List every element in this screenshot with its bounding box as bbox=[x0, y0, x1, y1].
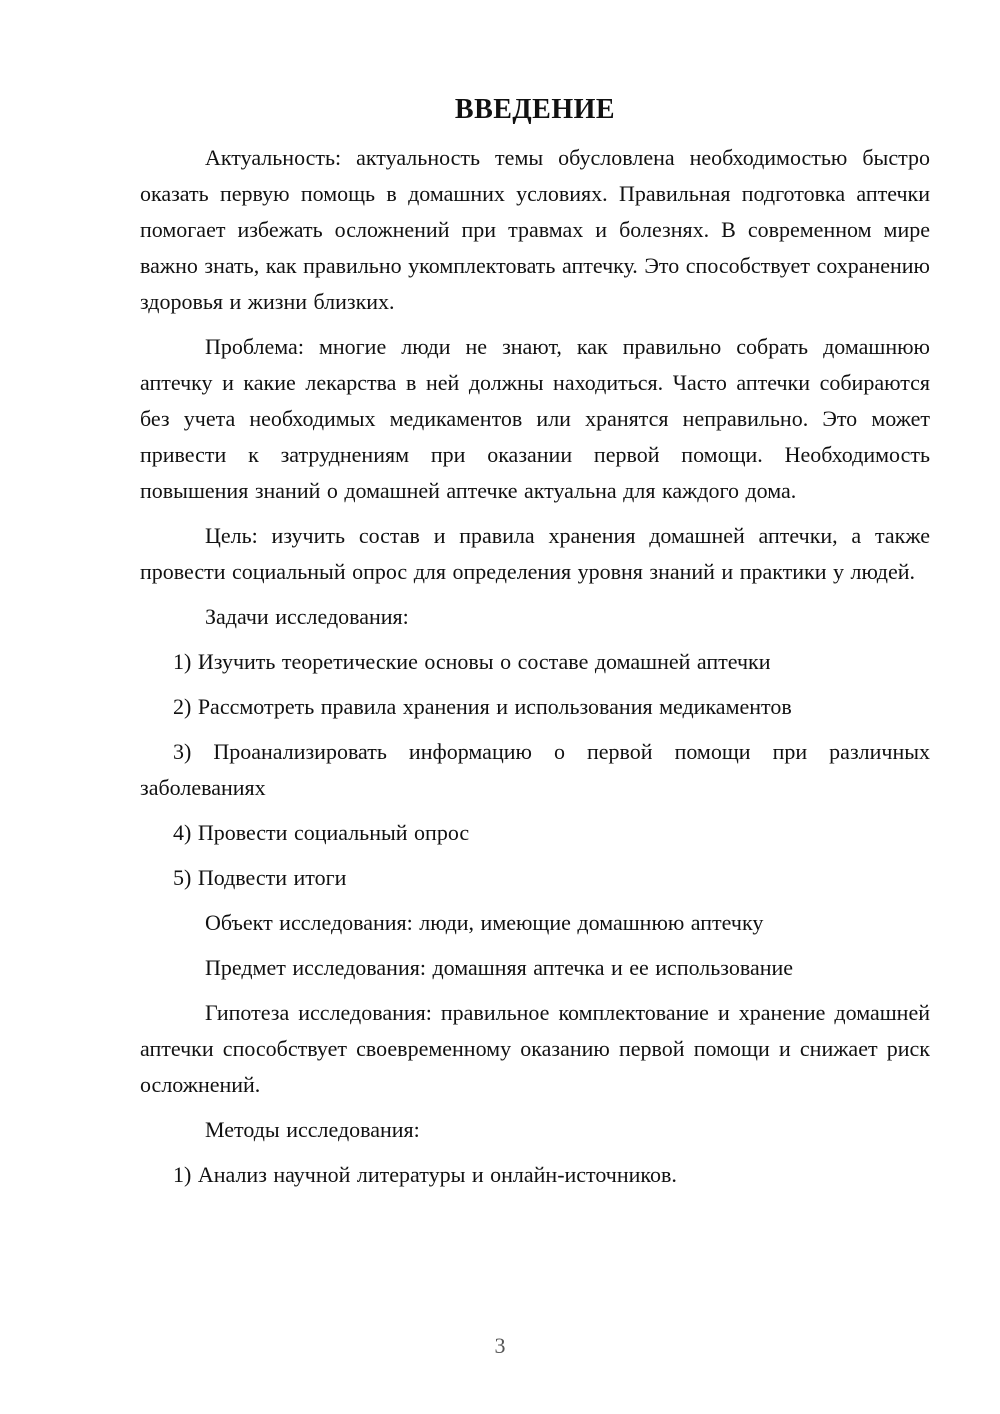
paragraph-methods-heading: Методы исследования: bbox=[205, 1117, 420, 1142]
paragraph-problem: Проблема: многие люди не знают, как правильно собрать домашнюю аптечку и какие лекарства в ней должны находиться. Часто аптечки собираются без учета необходимых медикаментов или хранятся неправильно. Это может привести к затруднениям при оказании первой помощи. Необходимость повышения знаний о домашней аптечке актуальна для каждого дома. bbox=[140, 334, 930, 503]
page-title: ВВЕДЕНИЕ bbox=[454, 94, 616, 125]
paragraph-tasks-heading: Задачи исследования: bbox=[205, 604, 409, 629]
task-item-1: 1) Изучить теоретические основы о составе домашней аптечки bbox=[173, 649, 771, 674]
document-content bbox=[140, 90, 930, 1202]
paragraph-relevance: Актуальность: актуальность темы обусловлена необходимостью быстро оказать первую помощь в домашних условиях. Правильная подготовка аптечки помогает избежать осложнений при травмах и болезнях. В современном мире важно знать, как правильно укомплектовать аптечку. Это способствует сохранению здоровья и жизни близких. bbox=[140, 145, 930, 314]
method-item-1: 1) Анализ научной литературы и онлайн-источников. bbox=[173, 1162, 677, 1187]
paragraph-hypothesis: Гипотеза исследования: правильное комплектование и хранение домашней аптечки способствует своевременному оказанию первой помощи и снижает риск осложнений. bbox=[140, 1000, 930, 1097]
paragraph-subject: Предмет исследования: домашняя аптечка и ее использование bbox=[205, 955, 794, 980]
task-item-4: 4) Провести социальный опрос bbox=[173, 820, 470, 845]
paragraph-object: Объект исследования: люди, имеющие домашнюю аптечку bbox=[205, 910, 764, 935]
task-item-5: 5) Подвести итоги bbox=[173, 865, 347, 890]
paragraph-goal: Цель: изучить состав и правила хранения домашней аптечки, а также провести социальный опрос для определения уровня знаний и практики у людей. bbox=[140, 523, 930, 584]
page-number: 3 bbox=[494, 1333, 506, 1358]
task-item-3: 3) Проанализировать информацию о первой помощи при различных заболеваниях bbox=[140, 739, 930, 800]
task-item-2: 2) Рассмотреть правила хранения и использования медикаментов bbox=[173, 694, 792, 719]
